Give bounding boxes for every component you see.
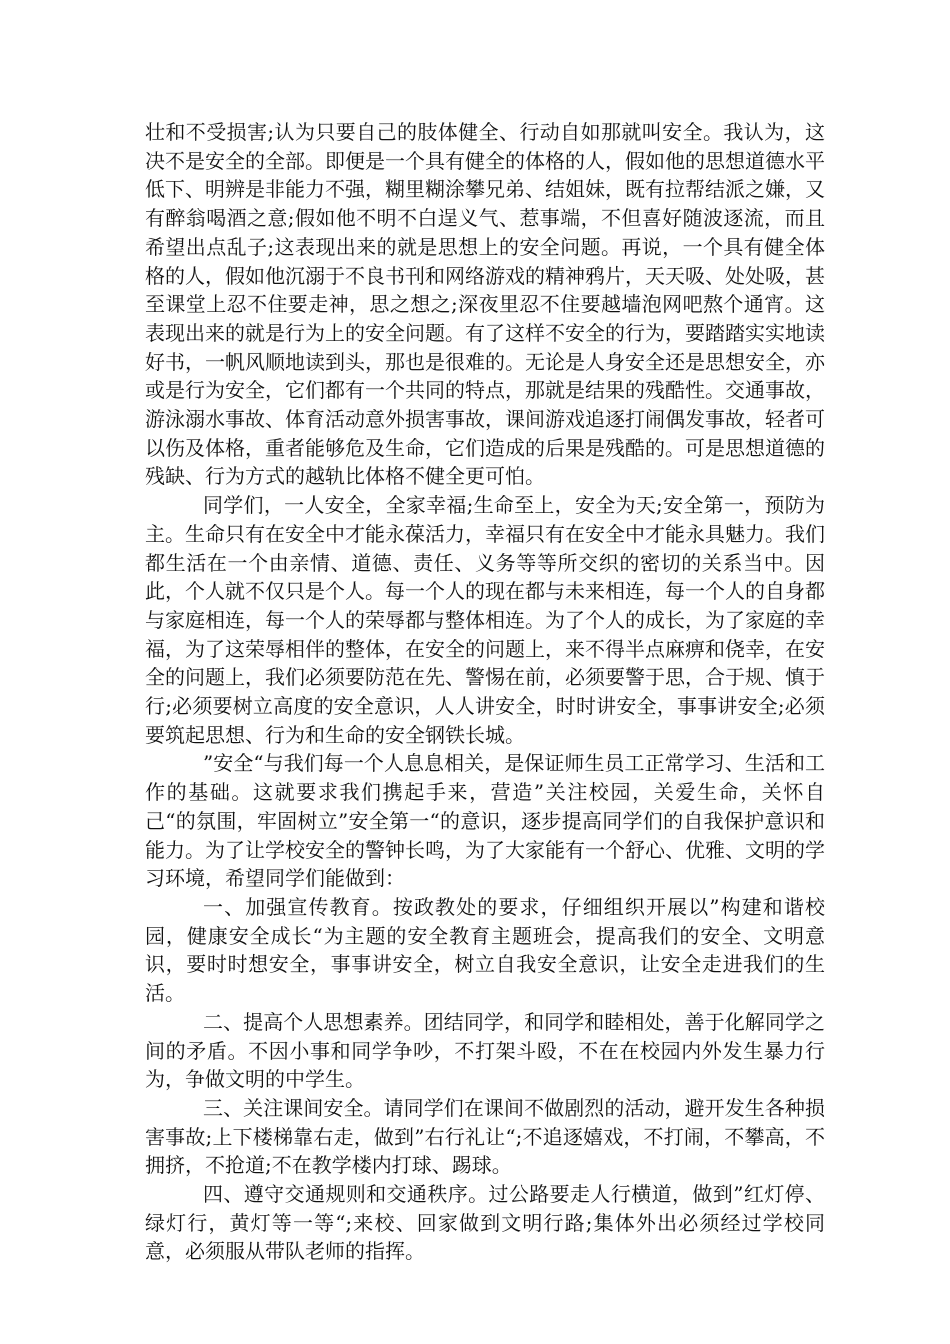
paragraph-item-3: 三、关注课间安全。请同学们在课间不做剧烈的活动，避开发生各种损害事故;上下楼梯靠右走，做到”右行礼让“;不追逐嬉戏，不打闹，不攀高，不拥挤，不抢道;不在教学楼内打球、踢球。: [145, 1095, 825, 1178]
paragraph-item-1: 一、加强宣传教育。按政教处的要求，仔细组织开展以”构建和谐校园，健康安全成长“为主题的安全教育主题班会，提高我们的安全、文明意识，要时时想安全，事事讲安全，树立自我安全意识，让安全走进我们的生活。: [145, 894, 825, 1006]
paragraph-item-2: 二、提高个人思想素养。团结同学，和同学和睦相处，善于化解同学之间的矛盾。不因小事和同学争吵，不打架斗殴，不在在校园内外发生暴力行为，争做文明的中学生。: [145, 1009, 825, 1092]
paragraph-safety-first: 同学们，一人安全，全家幸福;生命至上，安全为天;安全第一，预防为主。生命只有在安全中才能永葆活力，幸福只有在安全中才能永具魅力。我们都生活在一个由亲情、道德、责任、义务等等所交织的密切的关系当中。因此，个人就不仅只是个人。每一个人的现在都与未来相连，每一个人的自身都与家庭相连，每一个人的荣辱都与整体相连。为了个人的成长，为了家庭的幸福，为了这荣辱相伴的整体，在安全的问题上，来不得半点麻痹和侥幸，在安全的问题上，我们必须要防范在先、警惕在前，必须要警于思，合于规、慎于行;必须要树立高度的安全意识，人人讲安全，时时讲安全，事事讲安全;必须要筑起思想、行为和生命的安全钢铁长城。: [145, 493, 825, 747]
paragraph-continuation: 壮和不受损害;认为只要自己的肢体健全、行动自如那就叫安全。我认为，这决不是安全的全部。即便是一个具有健全的体格的人，假如他的思想道德水平低下、明辨是非能力不强，糊里糊涂攀兄弟、结姐妹，既有拉帮结派之嫌，又有醉翁喝酒之意;假如他不明不白逞义气、惹事端，不但喜好随波逐流，而且希望出点乱子;这表现出来的就是思想上的安全问题。再说，一个具有健全体格的人，假如他沉溺于不良书刊和网络游戏的精神鸦片，天天吸、处处吸，甚至课堂上忍不住要走神，思之想之;深夜里忍不住要越墙泡网吧熬个通宵。这表现出来的就是行为上的安全问题。有了这样不安全的行为，要踏踏实实地读好书，一帆风顺地读到头，那也是很难的。无论是人身安全还是思想安全，亦或是行为安全，它们都有一个共同的特点，那就是结果的残酷性。交通事故，游泳溺水事故、体育活动意外损害事故，课间游戏追逐打闹偶发事故，轻者可以伤及体格，重者能够危及生命，它们造成的后果是残酷的。可是思想道德的残缺、行为方式的越轨比体格不健全更可怕。: [145, 120, 825, 489]
document-body: [145, 118, 825, 1266]
paragraph-safety-basis: ”安全“与我们每一个人息息相关，是保证师生员工正常学习、生活和工作的基础。这就要求我们携起手来，营造”关注校园，关爱生命，关怀自己“的氛围，牢固树立”安全第一“的意识，逐步提高同学们的自我保护意识和能力。为了让学校安全的警钟长鸣，为了大家能有一个舒心、优雅、文明的学习环境，希望同学们能做到：: [145, 751, 825, 891]
paragraph-item-4: 四、遵守交通规则和交通秩序。过公路要走人行横道，做到”红灯停、绿灯行，黄灯等一等“;来校、回家做到文明行路;集体外出必须经过学校同意，必须服从带队老师的指挥。: [145, 1182, 825, 1264]
